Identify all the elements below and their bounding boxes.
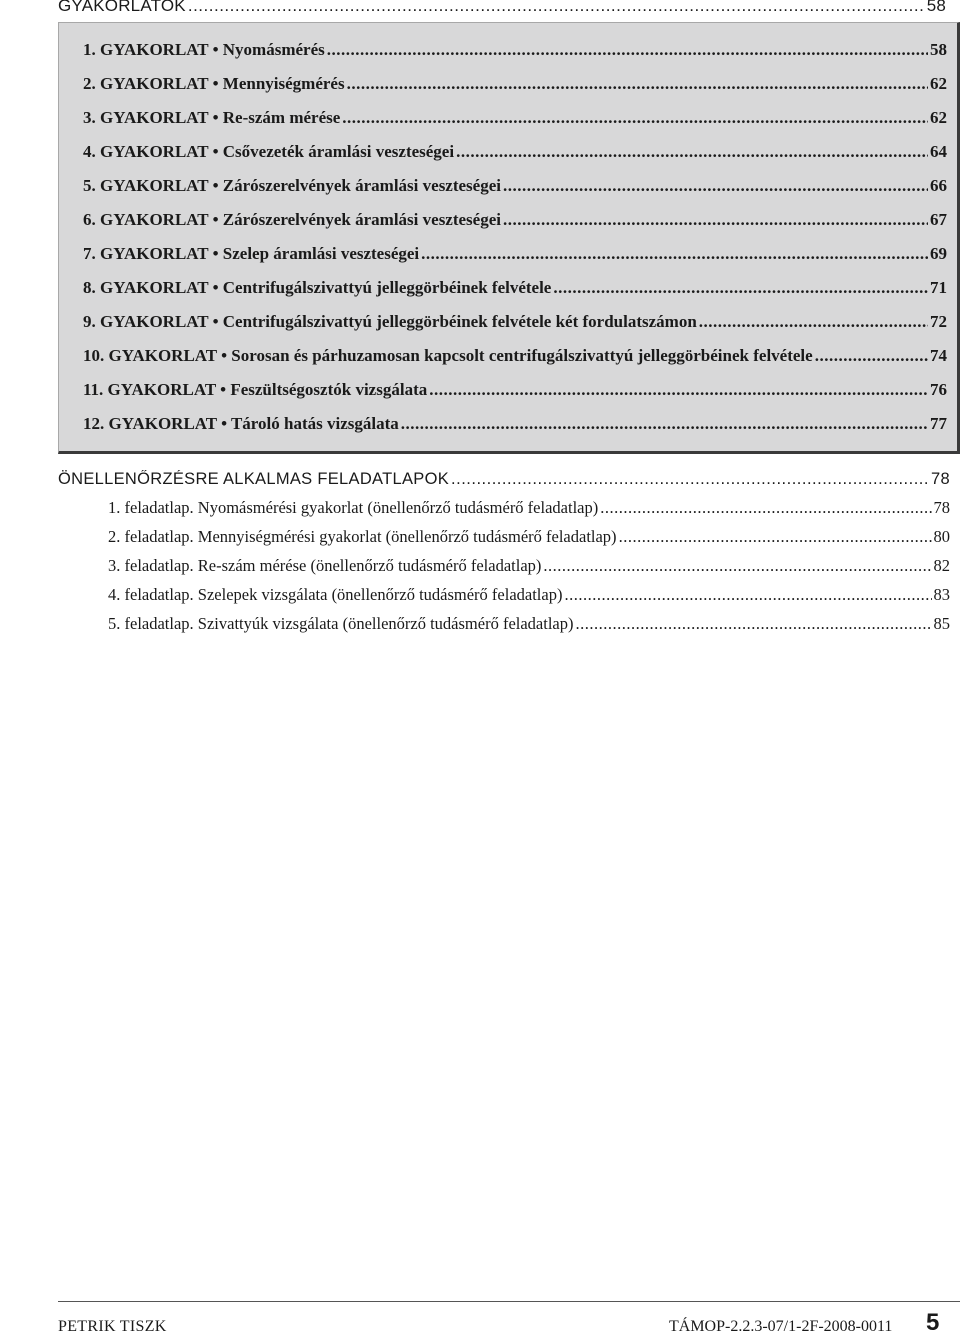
toc-entry-page: 67 [930, 210, 947, 229]
toc-entry-label: 1. GYAKORLAT • Nyomásmérés [83, 40, 325, 59]
exercise-entry-10[interactable] [83, 346, 947, 380]
dot-leader [503, 176, 928, 196]
toc-entry-label: 8. GYAKORLAT • Centrifugálszivattyú jelleggörbéinek felvétele [83, 278, 552, 297]
toc-entry-page: 77 [930, 414, 947, 433]
footer-publisher: PETRIK TISZK [58, 1318, 167, 1335]
toc-entry-label: 10. GYAKORLAT • Sorosan és párhuzamosan kapcsolt centrifugálszivattyú jelleggörbéinek felvétele [83, 346, 813, 365]
toc-entry-page: 64 [930, 142, 947, 161]
worksheet-list [108, 498, 950, 643]
dot-leader [327, 40, 928, 60]
section-header-label: GYAKORLATOK [58, 0, 186, 15]
dot-leader [188, 0, 925, 16]
toc-entry-page: 76 [930, 380, 947, 399]
dot-leader [503, 210, 928, 230]
worksheet-entry-4[interactable] [108, 585, 950, 614]
self-check-section-title[interactable] [58, 470, 950, 489]
worksheet-entry-3[interactable] [108, 556, 950, 585]
toc-entry-label: 5. feladatlap. Szivattyúk vizsgálata (önellenőrző tudásmérő feladatlap) [108, 614, 574, 633]
toc-entry-label: 1. feladatlap. Nyomásmérési gyakorlat (önellenőrző tudásmérő feladatlap) [108, 498, 599, 517]
footer-divider [58, 1301, 960, 1302]
toc-entry-label: 5. GYAKORLAT • Zárószerelvények áramlási veszteségei [83, 176, 501, 195]
dot-leader [699, 312, 928, 332]
dot-leader [347, 74, 928, 94]
toc-entry-page: 85 [933, 614, 950, 633]
exercise-entry-9[interactable] [83, 312, 947, 346]
exercise-list [83, 40, 947, 448]
toc-entry-page: 62 [930, 74, 947, 93]
dot-leader [342, 108, 928, 128]
toc-entry-page: 62 [930, 108, 947, 127]
toc-entry-label: 3. GYAKORLAT • Re-szám mérése [83, 108, 341, 127]
toc-entry-page: 83 [933, 585, 950, 604]
toc-entry-label: 7. GYAKORLAT • Szelep áramlási veszteségei [83, 244, 420, 263]
dot-leader [421, 244, 928, 264]
toc-entry-page: 74 [930, 346, 947, 365]
section-header-page: 58 [926, 0, 946, 15]
exercise-entry-2[interactable] [83, 74, 947, 108]
toc-entry-page: 71 [930, 278, 947, 297]
toc-entry-page: 72 [930, 312, 947, 331]
footer-project-code: TÁMOP-2.2.3-07/1-2F-2008-0011 [669, 1318, 893, 1335]
toc-entry-label: 2. feladatlap. Mennyiségmérési gyakorlat (önellenőrző tudásmérő feladatlap) [108, 527, 617, 546]
exercise-entry-1[interactable] [83, 40, 947, 74]
dot-leader [600, 498, 931, 518]
toc-entry-label: 4. GYAKORLAT • Csővezeték áramlási veszteségei [83, 142, 455, 161]
dot-leader [619, 527, 932, 547]
dot-leader [429, 380, 928, 400]
toc-entry-page: 82 [933, 556, 950, 575]
toc-entry-page: 78 [933, 498, 950, 517]
exercise-entry-4[interactable] [83, 142, 947, 176]
toc-entry-label: 11. GYAKORLAT • Feszültségosztók vizsgálata [83, 380, 428, 399]
exercise-entry-7[interactable] [83, 244, 947, 278]
exercise-entry-8[interactable] [83, 278, 947, 312]
toc-entry-page: 66 [930, 176, 947, 195]
section-header-gyakorlatok[interactable] [58, 0, 946, 16]
dot-leader [456, 142, 928, 162]
exercise-list-box [58, 22, 960, 454]
exercise-entry-11[interactable] [83, 380, 947, 414]
exercise-entry-3[interactable] [83, 108, 947, 142]
worksheet-entry-5[interactable] [108, 614, 950, 643]
dot-leader [543, 556, 931, 576]
worksheet-entry-1[interactable] [108, 498, 950, 527]
toc-entry-page: 69 [930, 244, 947, 263]
dot-leader [401, 414, 928, 434]
dot-leader [575, 614, 931, 634]
toc-entry-label: 4. feladatlap. Szelepek vizsgálata (önellenőrző tudásmérő feladatlap) [108, 585, 563, 604]
toc-entry-label: 3. feladatlap. Re-szám mérése (önellenőrző tudásmérő feladatlap) [108, 556, 542, 575]
toc-entry-label: 6. GYAKORLAT • Zárószerelvények áramlási veszteségei [83, 210, 501, 229]
self-check-title-label: ÖNELLENŐRZÉSRE ALKALMAS FELADATLAPOK [58, 470, 450, 488]
worksheet-entry-2[interactable] [108, 527, 950, 556]
toc-entry-page: 58 [930, 40, 947, 59]
footer-page-number: 5 [926, 1309, 940, 1336]
toc-entry-label: 9. GYAKORLAT • Centrifugálszivattyú jelleggörbéinek felvétele két fordulatszámon [83, 312, 697, 331]
self-check-title-page: 78 [931, 470, 950, 488]
dot-leader [553, 278, 928, 298]
exercise-entry-12[interactable] [83, 414, 947, 448]
dot-leader [451, 470, 929, 489]
exercise-entry-5[interactable] [83, 176, 947, 210]
toc-entry-label: 2. GYAKORLAT • Mennyiségmérés [83, 74, 345, 93]
toc-entry-label: 12. GYAKORLAT • Tároló hatás vizsgálata [83, 414, 399, 433]
dot-leader [815, 346, 928, 366]
exercise-entry-6[interactable] [83, 210, 947, 244]
toc-entry-page: 80 [933, 527, 950, 546]
dot-leader [564, 585, 931, 605]
